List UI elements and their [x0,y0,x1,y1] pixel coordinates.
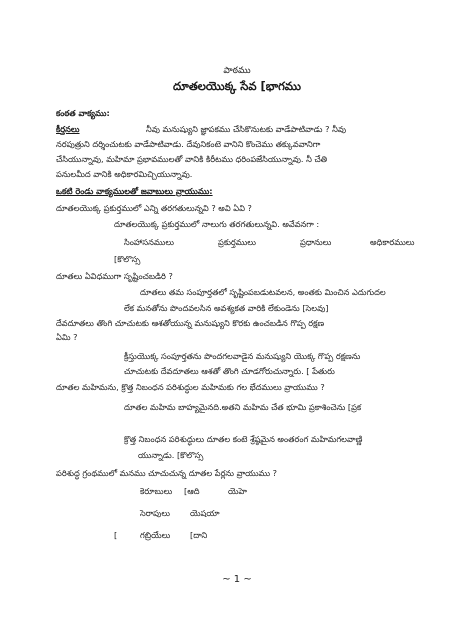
memory-verse-heading: కంఠత వాక్యము: [56,108,110,118]
answer-4-line-3: యున్నాడు. [కొలొస్స [138,450,204,460]
question-3-line-1: దేవదూతలు తొంగి చూచుటకు ఆశతోయున్న మనుష్యుని కొరకు ఉంచబడిన గొప్ప రక్షణ [56,318,325,328]
angel-reference: [దాని [190,530,208,540]
angel-name: గబ్రియేలు [140,530,171,540]
answer-1-reference: [కొలొస్స [114,254,141,264]
question-4: దూతల మహిమను, క్రొత్త నిబంధన పరిశుద్ధుల మహిమకు గల భేదములు వ్రాయుము ? [56,382,325,392]
qa-heading: ఒకటి రెండు వాక్యములతో జవాబులు వ్రాయుము: [56,186,213,196]
answer-1-item: సింహాసనములు [124,237,174,247]
angel-name: కెరూబులు [140,486,173,496]
answer-3-line-1: క్రీస్తుయొక్క సంపూర్తతను పొందగలవాడైన మనుష్యుని యొక్క గొప్ప రక్షణను [124,351,361,361]
answer-2-line-2: లేక మనతోను పొందవలసిన అవశ్యకత వారికి లేకుండెను [సెలవు] [124,303,329,313]
lesson-label: పాఠము [223,66,251,76]
page-title: దూతలయొక్క సేవ [భాగము [173,79,301,93]
psalm-line-4: పనులమీద వానికి అధికారమిచ్చియున్నావు. [56,169,193,179]
page-number: ~ 1 ~ [222,574,252,585]
psalm-line-3: చేసియున్నావు, మహిమా ప్రభావములతో వానికి కిరీటము ధరింపజేసియున్నావు. నీ చేతి [56,154,328,164]
psalm-reference: కీర్తనలు [56,124,80,134]
question-1: దూతలయొక్క ప్రకుర్తములో ఎన్ని తరగతులున్నవి ? అవి ఏవి ? [56,203,252,213]
answer-4-line-2: క్రొత్త నిబంధన పరిశుద్ధులు దూతల కంటె శ్రేష్ఠమైన అంతరంగ మహిమగలవాణ్ణి [124,434,363,444]
question-3-line-2: ఏమి ? [56,332,78,342]
angel-reference: [ఆది [184,486,200,496]
answer-1-line-1: దూతలయొక్క ప్రకుర్తములో నాలుగు తరగతులున్నవి. అవేవనగా : [114,219,320,229]
answer-2-line-1: దూతలు తమ సంపూర్తతలో సృష్టింపబడుటవలన, అంతకు మించిన ఎదుగుదల [140,287,386,297]
angel-name: సెరాపులు [140,508,170,518]
answer-1-item: అధికారములు [370,237,415,247]
psalm-line-2: నరపుత్రుని దర్శించుటకు వాడేపాటివాడు. దేవునికంటె వానిని కొంచెము తక్కువవానిగా [56,139,321,149]
question-2: దూతలు ఏవిధముగా సృష్టించబడిరి ? [56,271,173,281]
angel-reference: యెహె [228,486,247,496]
psalm-line-1: నీవు మనుష్యుని జ్ఞాపకము చేసికొనుటకు వాడేపాటివాడు ? నీవు [146,124,346,134]
answer-1-item: ప్రధానులు [300,237,332,247]
answer-1-item: ప్రకుర్తములు [218,237,256,247]
answer-4-line-1: దూతల మహిమ బాహ్యమైనది.అతని మహిమ చేత భూమి ప్రకాశించెను [ప్రక [124,402,362,412]
answer-3-line-2: చూచుటకు దేవదూతలు ఆశతో తొంగి చూడగోరుచున్నారు. [ పేతురు [124,366,335,376]
question-5: పరిశుద్ధ గ్రంథములో మనము చూచుచున్న దూతల పేర్లను వ్రాయుము ? [56,468,277,478]
angel-reference: యెషయా [190,508,220,518]
bracket-mark: [ [114,530,118,540]
